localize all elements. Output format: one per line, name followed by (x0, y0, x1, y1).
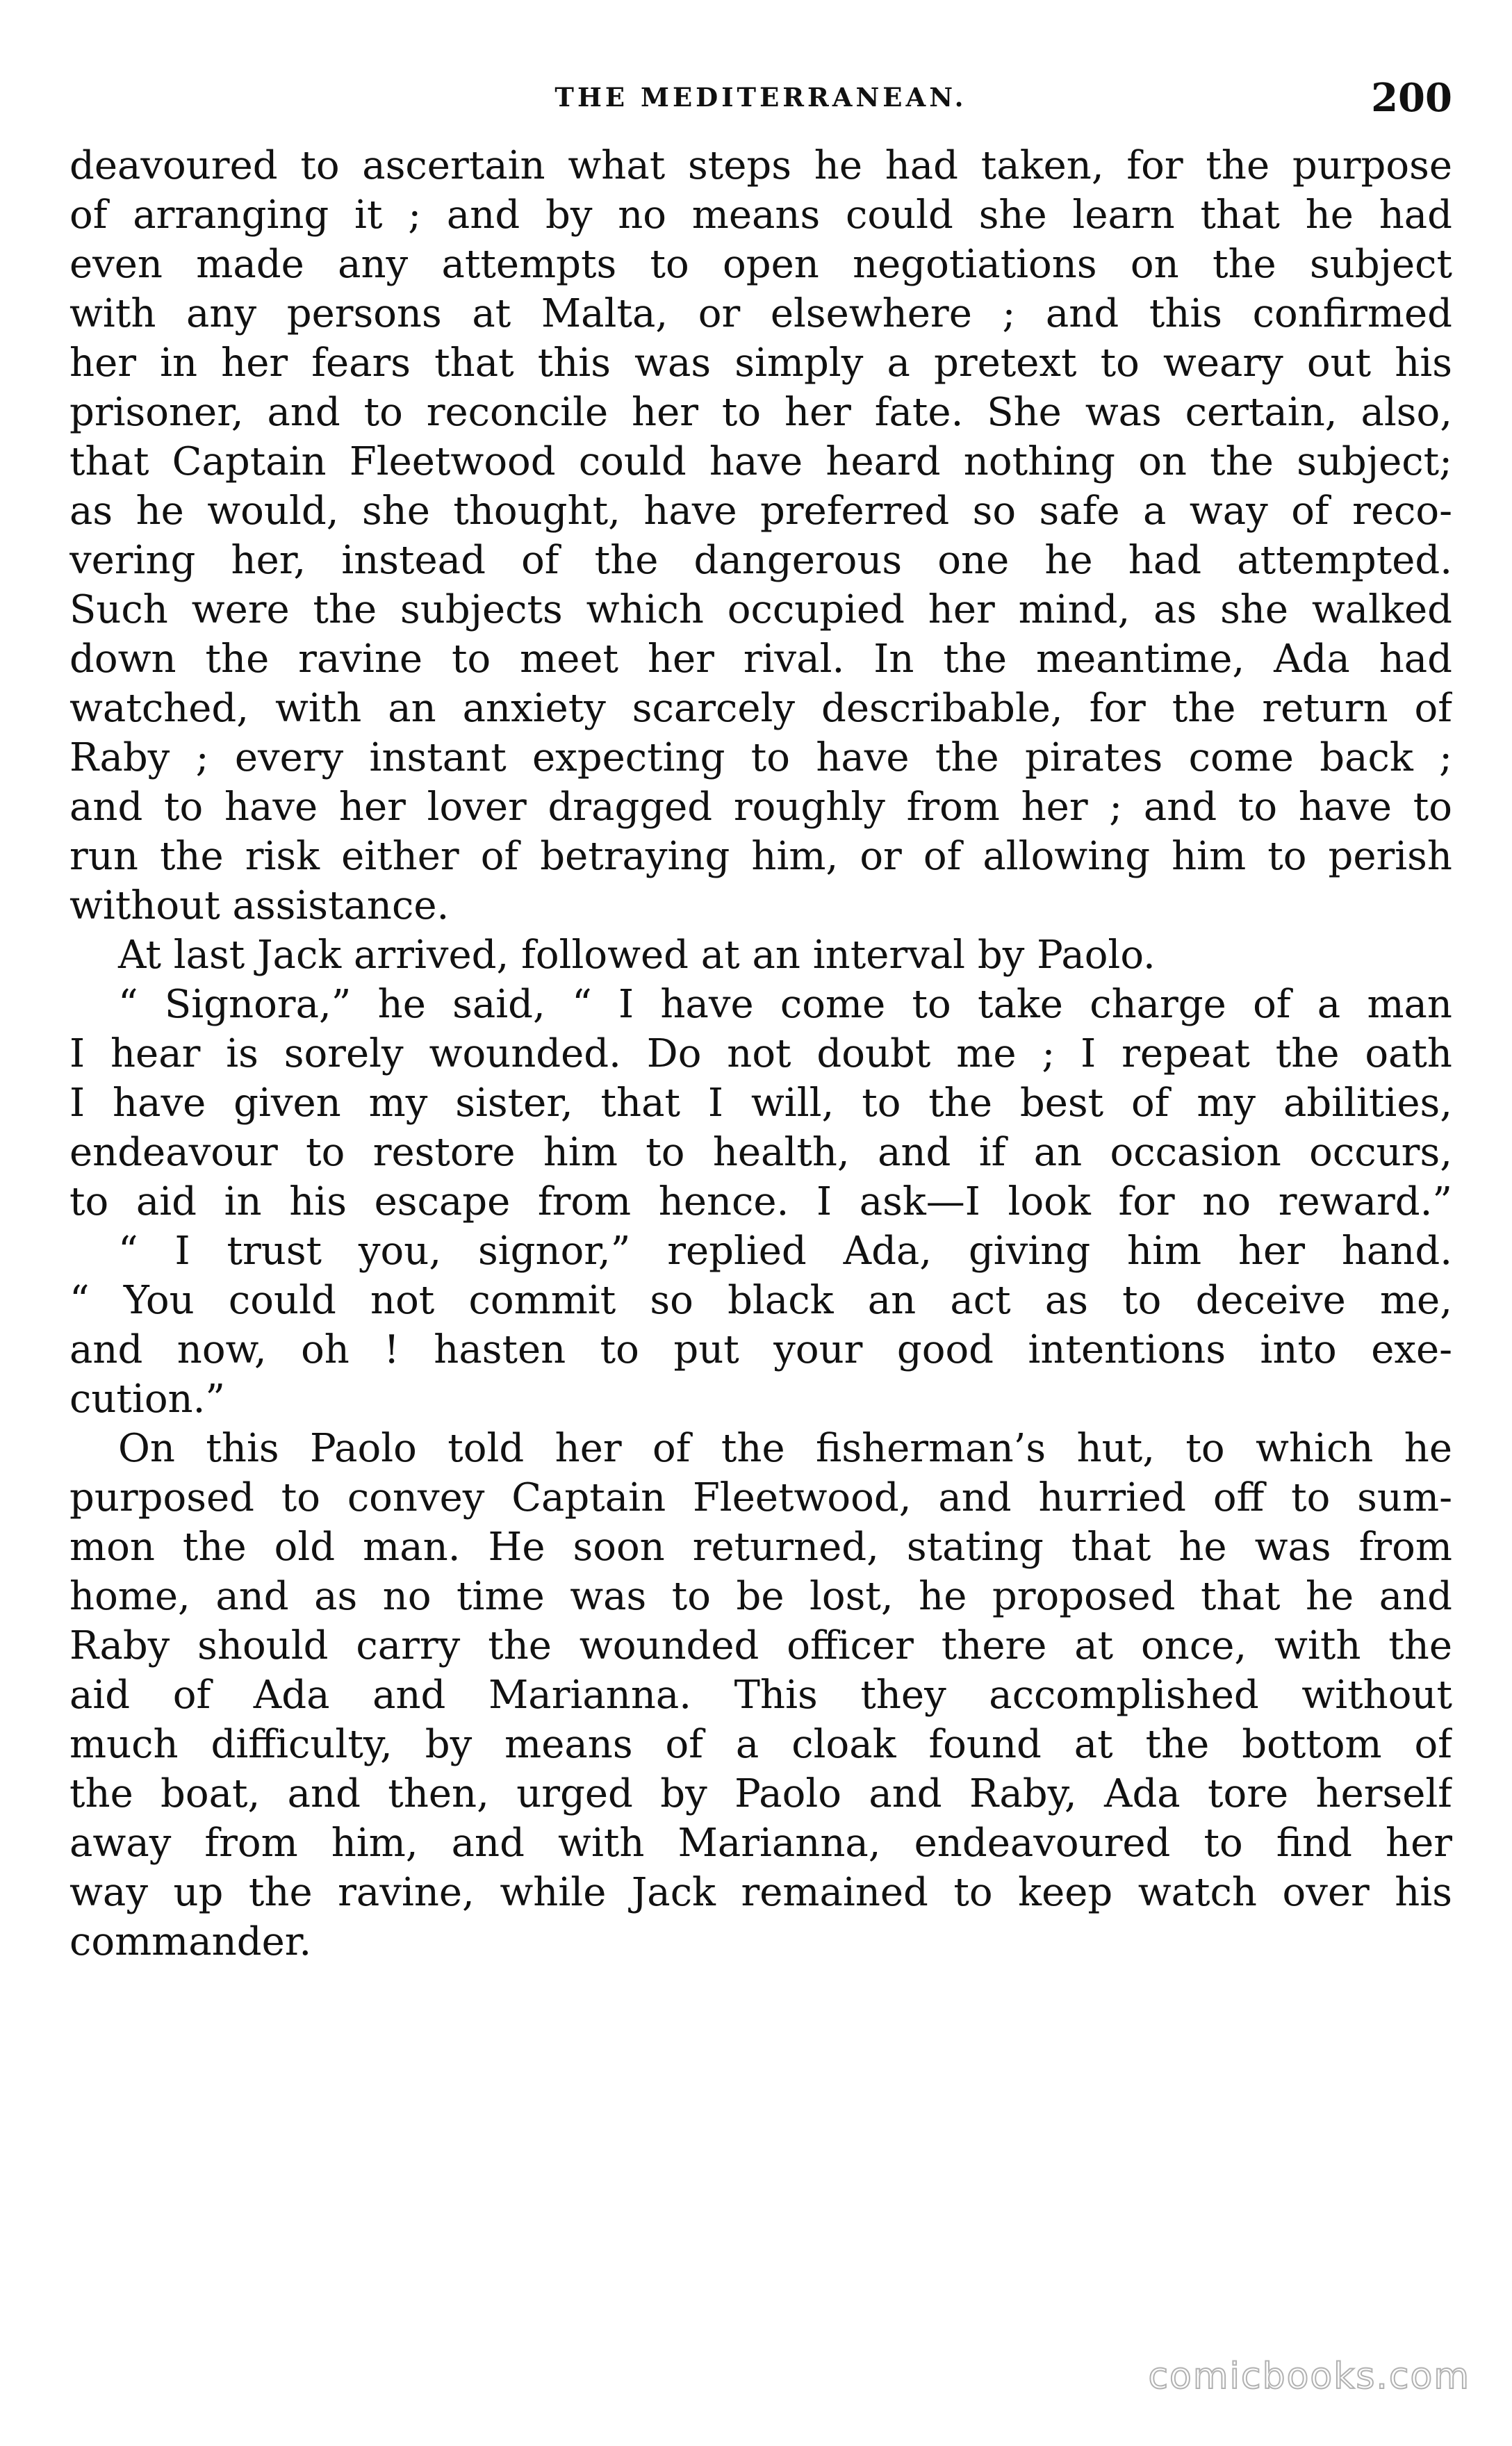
text-line: to aid in his escape from hence. I ask—I look for no reward.” (69, 1179, 1452, 1224)
body-text (69, 141, 1452, 1967)
text-line: aid of Ada and Marianna. This they accomplished without (69, 1673, 1452, 1718)
text-line: endeavour to restore him to health, and if an occasion occurs, (69, 1130, 1452, 1175)
text-line: “ Signora,” he said, “ I have come to take charge of a man (118, 982, 1452, 1027)
text-line: home, and as no time was to be lost, he proposed that he and (69, 1574, 1452, 1619)
text-line: cution.” (69, 1377, 226, 1422)
text-line: even made any attempts to open negotiations on the subject (69, 242, 1452, 287)
text-line: vering her, instead of the dangerous one he had attempted. (69, 538, 1452, 583)
text-line: I hear is sorely wounded. Do not doubt me ; I repeat the oath (69, 1031, 1452, 1076)
text-line: On this Paolo told her of the fisherman’s hut, to which he (118, 1426, 1452, 1471)
page-number: 200 (1371, 75, 1452, 121)
text-line: her in her fears that this was simply a pretext to weary out his (69, 340, 1452, 386)
text-line: “ You could not commit so black an act as to deceive me, (69, 1278, 1452, 1323)
text-line: with any persons at Malta, or elsewhere ; and this confirmed (69, 291, 1452, 336)
text-line: and now, oh ! hasten to put your good intentions into exe- (69, 1327, 1452, 1372)
text-line: prisoner, and to reconcile her to her fate. She was certain, also, (69, 390, 1452, 435)
running-head (69, 75, 1452, 131)
text-line: “ I trust you, signor,” replied Ada, giving him her hand. (118, 1229, 1452, 1274)
text-line: away from him, and with Marianna, endeavoured to find her (69, 1821, 1452, 1866)
text-line: without assistance. (69, 883, 450, 928)
text-line: Such were the subjects which occupied her mind, as she walked (69, 587, 1452, 632)
text-line: purposed to convey Captain Fleetwood, and hurried off to sum- (69, 1475, 1452, 1520)
text-line: way up the ravine, while Jack remained to keep watch over his (69, 1870, 1452, 1915)
text-line: watched, with an anxiety scarcely describable, for the return of (69, 686, 1452, 731)
text-line: Raby ; every instant expecting to have the pirates come back ; (69, 735, 1452, 780)
text-line: and to have her lover dragged roughly from her ; and to have to (69, 785, 1452, 830)
text-line: the boat, and then, urged by Paolo and Raby, Ada tore herself (69, 1771, 1452, 1816)
text-line: Raby should carry the wounded officer there at once, with the (69, 1623, 1452, 1668)
text-line: that Captain Fleetwood could have heard nothing on the subject; (69, 439, 1452, 484)
text-line: mon the old man. He soon returned, stating that he was from (69, 1525, 1452, 1570)
text-line: I have given my sister, that I will, to the best of my abilities, (69, 1081, 1452, 1126)
text-line: as he would, she thought, have preferred so safe a way of reco- (69, 489, 1452, 534)
text-line: deavoured to ascertain what steps he had taken, for the purpose (69, 143, 1452, 188)
text-line: of arranging it ; and by no means could she learn that he had (69, 192, 1452, 238)
text-line: At last Jack arrived, followed at an interval by Paolo. (118, 933, 1156, 978)
watermark: comicbooks.com (1148, 2356, 1470, 2397)
text-line: down the ravine to meet her rival. In the meantime, Ada had (69, 637, 1452, 682)
text-line: much difficulty, by means of a cloak found at the bottom of (69, 1722, 1452, 1767)
running-title: THE MEDITERRANEAN. (554, 82, 967, 113)
text-line: commander. (69, 1919, 312, 1964)
text-line: run the risk either of betraying him, or of allowing him to perish (69, 834, 1452, 879)
